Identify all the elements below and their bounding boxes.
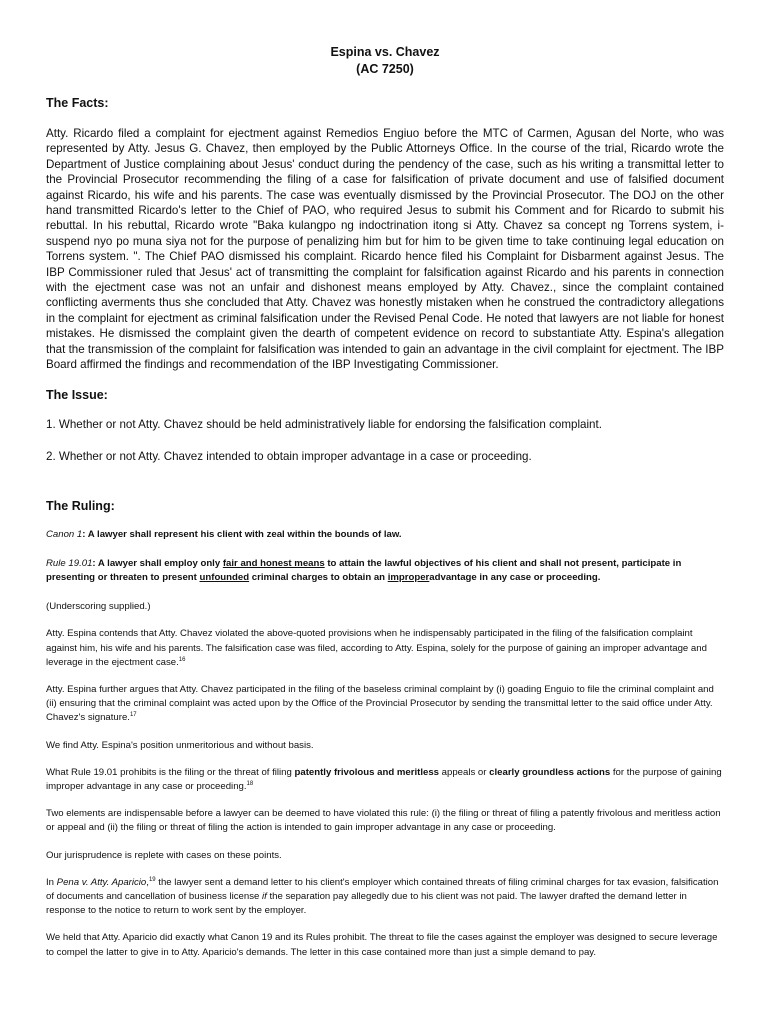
rule-text-a: : A lawyer shall employ only bbox=[92, 557, 223, 569]
footnote-19: 19 bbox=[148, 876, 156, 883]
rule-text-c: criminal charges to obtain an bbox=[249, 571, 388, 583]
issue-item-2: 2. Whether or not Atty. Chavez intended to obtain improper advantage in a case or proceeding. bbox=[46, 449, 532, 463]
p4-bold-1: patently frivolous and meritless bbox=[294, 766, 439, 778]
footnote-17: 17 bbox=[129, 712, 137, 719]
canon-text: : A lawyer shall represent his client with zeal within the bounds of law. bbox=[82, 528, 402, 540]
p7-comma: , bbox=[146, 876, 149, 888]
p4-bold-2: clearly groundless actions bbox=[489, 766, 611, 778]
case-name: Espina vs. Chavez bbox=[330, 45, 440, 59]
ruling-text-1: Atty. Espina contends that Atty. Chavez violated the above-quoted provisions when he indispensably participated in the filing of the falsification complaint against him, his wife and his parents. The falsification case was filed, according to Atty. Espina, solely for the purpose of gaining an improper advantage and leverage in the ejectment case. bbox=[46, 628, 707, 668]
facts-heading: The Facts: bbox=[46, 96, 109, 110]
rule-underline-2: unfounded bbox=[199, 571, 250, 583]
ruling-paragraph-5: Two elements are indispensable before a lawyer can be deemed to have violated this rule: (i) the filing or threat of filing a patently frivolous and meritless action or appeal and (ii) the filing or threat of filing the action is intended to gain improper advantage in any case or proceeding. bbox=[46, 808, 721, 834]
ruling-paragraph-2 bbox=[46, 683, 724, 726]
issue-item-1: 1. Whether or not Atty. Chavez should be held administratively liable for endorsing the falsification complaint. bbox=[46, 417, 602, 431]
p4-text-d: for the purpose of gaining improper advantage in any case or proceeding. bbox=[46, 766, 722, 792]
issue-heading: The Issue: bbox=[46, 387, 108, 402]
ruling-text-2: Atty. Espina further argues that Atty. Chavez participated in the filing of the baseless criminal complaint by (i) goading Enguio to file the criminal complaint and (ii) ensuring that the criminal complaint was acted upon by the Office of the Provincial Prosecutor by sending the transmittal letter to the said office under Atty. Chavez's signature. bbox=[46, 683, 714, 724]
canon-paragraph bbox=[46, 528, 724, 542]
case-title bbox=[46, 44, 724, 78]
ruling-paragraph-1 bbox=[46, 627, 724, 670]
p4-text-c: appeals or bbox=[439, 766, 490, 778]
rule-paragraph bbox=[46, 557, 724, 585]
rule-underline-1: fair and honest means bbox=[222, 557, 325, 569]
ruling-heading: The Ruling: bbox=[46, 498, 115, 513]
rule-text-b: to attain the lawful objectives of his client and shall not present, participate in presenting or threaten to present bbox=[46, 557, 682, 583]
case-number: (AC 7250) bbox=[356, 62, 414, 76]
rule-label: Rule 19.01 bbox=[46, 557, 93, 569]
ruling-paragraph-7 bbox=[46, 876, 724, 919]
footnote-16: 16 bbox=[178, 656, 186, 663]
p7-text-a: In bbox=[46, 876, 57, 888]
footnote-18: 18 bbox=[246, 780, 254, 787]
p7-if: if bbox=[262, 890, 267, 902]
rule-text-d: advantage in any case or proceeding. bbox=[429, 571, 601, 583]
p7-text-b: the lawyer sent a demand letter to his client's employer which contained threats of filing criminal charges for tax evasion, falsification of documents and cancellation of business license bbox=[46, 876, 719, 902]
p7-case-name: Pena v. Atty. Aparicio bbox=[56, 876, 147, 888]
ruling-paragraph-4 bbox=[46, 766, 724, 794]
ruling-paragraph-6: Our jurisprudence is replete with cases on these points. bbox=[46, 849, 282, 861]
p4-text-a: What Rule 19.01 prohibits is the filing or the threat of filing bbox=[46, 766, 295, 778]
facts-paragraph: Atty. Ricardo filed a complaint for ejectment against Remedios Engiuo before the MTC of Carmen, Agusan del Norte, who was represented by Atty. Jesus G. Chavez, then employed by the Public Attorneys Office. In the course of the trial, Ricardo wrote the Department of Justice complaining about Jesus' conduct during the pendency of the case, such as his writing a transmittal letter to the Provincial Prosecutor recommending the filing of a case for falsification of private document and use of falsified document against Ricardo, his wife and his parents. The case was eventually dismissed by the Provincial Prosecutor. The DOJ on the other hand transmitted Ricardo's letter to the Chief of PAO, who required Jesus to submit his Comment and for Ricardo to submit his rebuttal. In his rebuttal, Ricardo wrote "Baka kulangpo ng indoctrination itong si Atty. Chavez sa concept ng Torrens system, i-suspend nyo po muna siya not for the purpose of penalizing him but for him to be given time to take continuing legal education on Torrens system. ". The Chief PAO dismissed his complaint. Ricardo hence filed his Complaint for Disbarment against Jesus. The IBP Commissioner ruled that Jesus' act of transmitting the complaint for falsification against Ricardo and his parents in connection with the ejectment case was not an unfair and dishonest means employed by Atty. Chavez., since the complaint contained conflicting averments thus she concluded that Atty. Chavez was honestly mistaken when he construed the contradictory allegations in the complaint for ejectment as criminal falsification under the Revised Penal Code. He noted that lawyers are not liable for honest mistakes. He dismissed the complaint given the dearth of competent evidence on record to substantiate Atty. Espina's allegation that the transmission of the complaint for falsification was intended to gain an advantage in the civil complaint for ejectment. The IBP Board affirmed the findings and recommendation of the IBP Investigating Commissioner. bbox=[46, 127, 724, 372]
canon-label: Canon 1 bbox=[46, 528, 83, 540]
ruling-paragraph-3: We find Atty. Espina's position unmeritorious and without basis. bbox=[46, 739, 314, 751]
p7-text-c: the separation pay allegedly due to his client was not paid. The lawyer drafted the demand letter in response to the notice to return to work sent by the employer. bbox=[46, 890, 687, 917]
rule-underline-3: improper bbox=[387, 571, 430, 583]
ruling-paragraph-8: We held that Atty. Aparicio did exactly what Canon 19 and its Rules prohibit. The threat to file the cases against the employer was designed to secure leverage to compel the latter to give in to Atty. Aparicio's demands. The letter in this case contained more than just a simple demand to pay. bbox=[46, 932, 718, 958]
underscoring-note: (Underscoring supplied.) bbox=[46, 601, 151, 613]
